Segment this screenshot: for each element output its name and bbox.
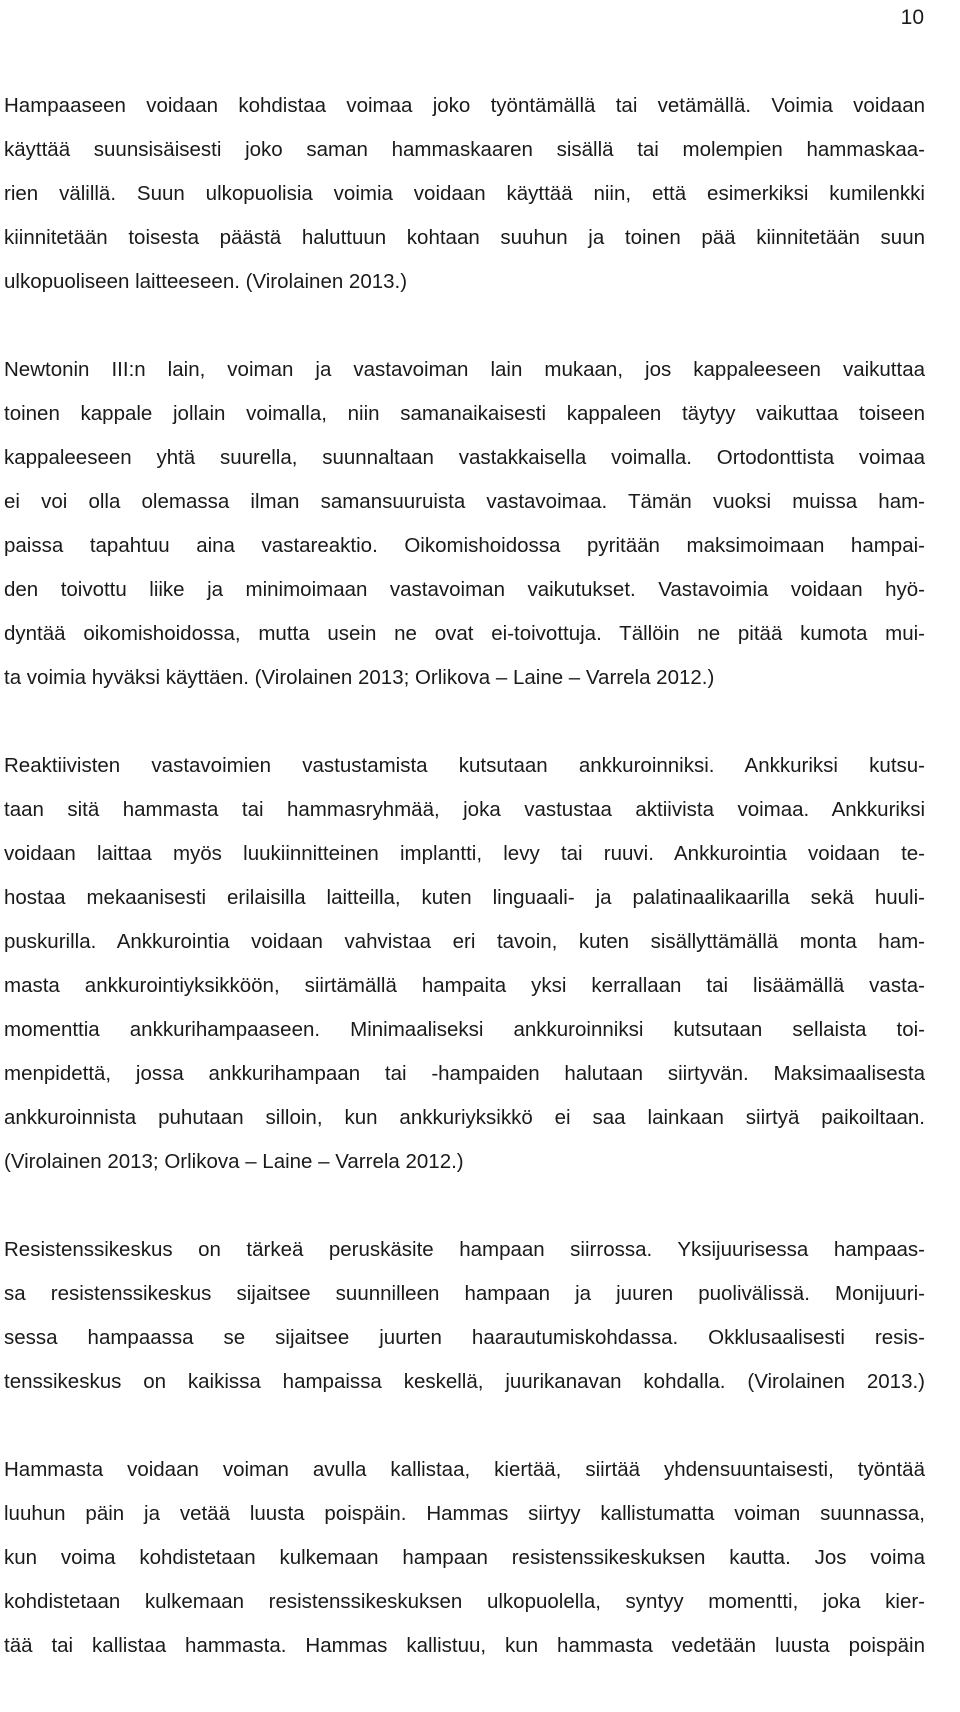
paragraph-tooth-movement — [4, 1448, 925, 1668]
text-line: dyntää oikomishoidossa, mutta usein ne ovat ei-toivottuja. Tällöin ne pitää kumota mui- — [4, 622, 925, 645]
paragraph-newton — [4, 348, 925, 700]
text-line: Hammasta voidaan voiman avulla kallistaa, kiertää, siirtää yhdensuuntaisesti, työntää — [4, 1458, 925, 1481]
text-line: kappaleeseen yhtä suurella, suunnaltaan vastakkaisella voimalla. Ortodonttista voimaa — [4, 446, 925, 469]
text-line: ei voi olla olemassa ilman samansuuruista vastavoimaa. Tämän vuoksi muissa ham- — [4, 490, 925, 513]
text-line: kiinnitetään toisesta päästä haluttuun kohtaan suuhun ja toinen pää kiinnitetään suun — [4, 226, 925, 249]
text-line: kun voima kohdistetaan kulkemaan hampaan resistenssikeskuksen kautta. Jos voima — [4, 1546, 925, 1569]
text-line: paissa tapahtuu aina vastareaktio. Oikomishoidossa pyritään maksimoimaan hampai- — [4, 534, 925, 557]
text-line: taan sitä hammasta tai hammasryhmää, joka vastustaa aktiivista voimaa. Ankkuriksi — [4, 798, 925, 821]
text-line: ta voimia hyväksi käyttäen. (Virolainen 2013; Orlikova – Laine – Varrela 2012.) — [4, 666, 715, 689]
text-line: sessa hampaassa se sijaitsee juurten haarautumiskohdassa. Okklusaalisesti resis- — [4, 1326, 925, 1349]
text-line: sa resistenssikeskus sijaitsee suunnilleen hampaan ja juuren puolivälissä. Monijuuri- — [4, 1282, 925, 1305]
paragraph-anchorage — [4, 744, 925, 1184]
text-line: (Virolainen 2013; Orlikova – Laine – Varrela 2012.) — [4, 1150, 464, 1173]
text-line: momenttia ankkurihampaaseen. Minimaaliseksi ankkuroinniksi kutsutaan sellaista toi- — [4, 1018, 925, 1041]
text-line: den toivottu liike ja minimoimaan vastavoiman vaikutukset. Vastavoimia voidaan hyö- — [4, 578, 925, 601]
text-line: luuhun päin ja vetää luusta poispäin. Hammas siirtyy kallistumatta voiman suunnassa, — [4, 1502, 925, 1525]
text-line: rien välillä. Suun ulkopuolisia voimia voidaan käyttää niin, että esimerkiksi kumilenkki — [4, 182, 925, 205]
text-line: hostaa mekaanisesti erilaisilla laitteilla, kuten linguaali- ja palatinaalikaarilla sekä huuli- — [4, 886, 925, 909]
text-line: masta ankkurointiyksikköön, siirtämällä hampaita yksi kerrallaan tai lisäämällä vasta- — [4, 974, 925, 997]
text-line: ulkopuoliseen laitteeseen. (Virolainen 2013.) — [4, 270, 408, 293]
text-line: Resistenssikeskus on tärkeä peruskäsite hampaan siirrossa. Yksijuurisessa hampaas- — [4, 1238, 925, 1261]
text-line: kohdistetaan kulkemaan resistenssikeskuksen ulkopuolella, syntyy momentti, joka kier- — [4, 1590, 925, 1613]
document-body — [4, 84, 925, 1712]
paragraph-resistance-center — [4, 1228, 925, 1404]
text-line: Hampaaseen voidaan kohdistaa voimaa joko työntämällä tai vetämällä. Voimia voidaan — [4, 94, 925, 117]
paragraph-forces — [4, 84, 925, 304]
text-line: tenssikeskus on kaikissa hampaissa keskellä, juurikanavan kohdalla. (Virolainen 2013.) — [4, 1370, 925, 1393]
text-line: menpidettä, jossa ankkurihampaan tai -hampaiden halutaan siirtyvän. Maksimaalisesta — [4, 1062, 925, 1085]
text-line: Newtonin III:n lain, voiman ja vastavoiman lain mukaan, jos kappaleeseen vaikuttaa — [4, 358, 925, 381]
page-number: 10 — [900, 6, 924, 29]
text-line: Reaktiivisten vastavoimien vastustamista kutsutaan ankkuroinniksi. Ankkuriksi kutsu- — [4, 754, 925, 777]
text-line: ankkuroinnista puhutaan silloin, kun ankkuriyksikkö ei saa lainkaan siirtyä paikoiltaan. — [4, 1106, 925, 1129]
text-line: käyttää suunsisäisesti joko saman hammaskaaren sisällä tai molempien hammaskaa- — [4, 138, 925, 161]
text-line: tää tai kallistaa hammasta. Hammas kallistuu, kun hammasta vedetään luusta poispäin — [4, 1634, 925, 1657]
text-line: toinen kappale jollain voimalla, niin samanaikaisesti kappaleen täytyy vaikuttaa toiseen — [4, 402, 925, 425]
text-line: voidaan laittaa myös luukiinnitteinen implantti, levy tai ruuvi. Ankkurointia voidaan te- — [4, 842, 925, 865]
text-line: puskurilla. Ankkurointia voidaan vahvistaa eri tavoin, kuten sisällyttämällä monta ham- — [4, 930, 925, 953]
